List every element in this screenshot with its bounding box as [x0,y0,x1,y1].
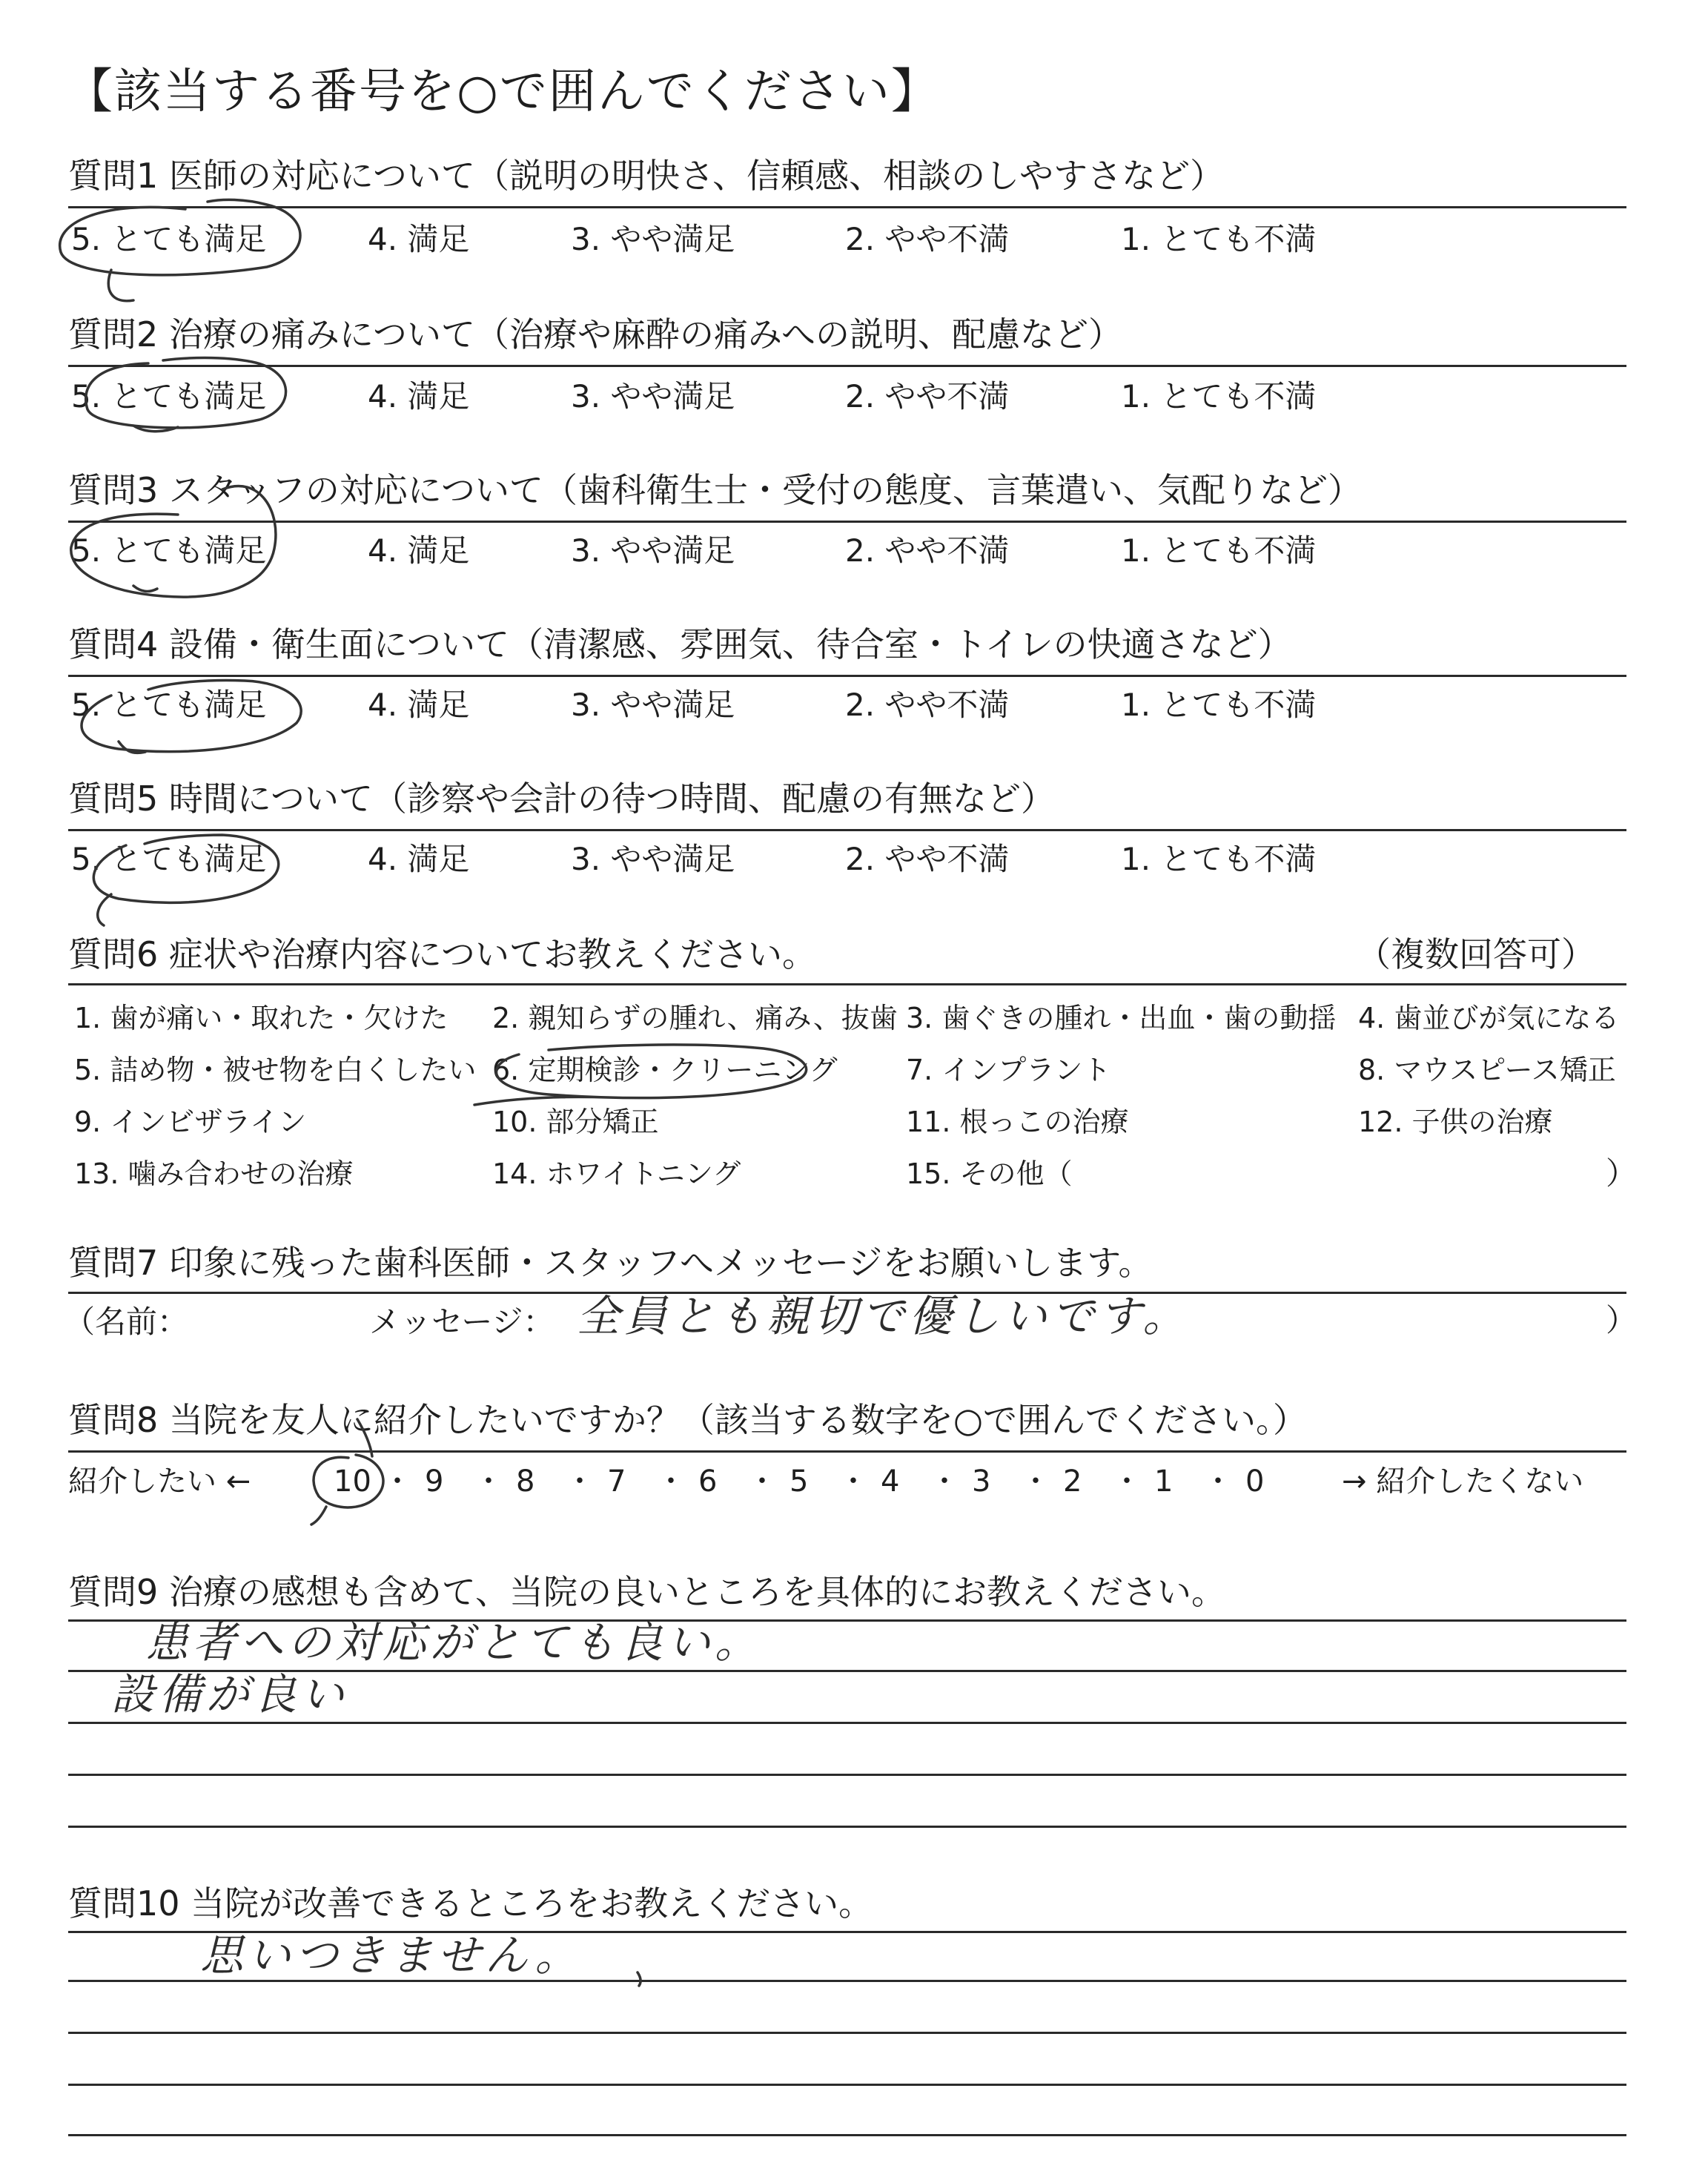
q8-scale-value-8[interactable]: 8 [516,1464,535,1499]
q8-scale-value-2[interactable]: 2 [1063,1464,1082,1499]
q3-option-3[interactable]: 3. やや満足 [571,532,735,569]
q3-title: 質問3 スタッフの対応について（歯科衛生士・受付の態度、言葉遣い、気配りなど） [68,470,1362,510]
q7-message-handwritten: 全員とも親切で優しいです。 [577,1291,1191,1341]
q9-answer-line-1: 患者への対応がとても良い。 [145,1617,763,1668]
q3-option-1[interactable]: 1. とても不満 [1121,532,1317,569]
q3-rule [68,521,1626,523]
q10-stray-mark [638,1972,640,1986]
q9-answer-line-2: 設備が良い [111,1669,349,1720]
q4-rule [68,675,1626,677]
q3-option-4[interactable]: 4. 満足 [368,532,470,569]
q2-option-4[interactable]: 4. 満足 [368,378,470,415]
q1-rule [68,206,1626,208]
q4-option-2[interactable]: 2. やや不満 [845,687,1010,723]
q6-item-14[interactable]: 14. ホワイトニング [492,1157,741,1190]
q8-scale-separator: ・ [930,1464,959,1499]
q8-rule [68,1450,1626,1453]
q10-answer-line-1: 思いつきません。 [200,1930,583,1981]
q8-right-label: → 紹介したくない [1342,1464,1584,1499]
q8-scale-separator: ・ [747,1464,777,1499]
q2-option-3[interactable]: 3. やや満足 [571,378,735,415]
q6-item-6[interactable]: 6. 定期検診・クリーニング [492,1054,838,1086]
q6-item-2[interactable]: 2. 親知らずの腫れ、痛み、抜歯 [492,1002,898,1034]
q1-option-1[interactable]: 1. とても不満 [1121,221,1317,257]
q10-title: 質問10 当院が改善できるところをお教えください。 [68,1883,873,1923]
q7-name-label: （名前： [64,1304,189,1340]
q8-scale-separator: ・ [838,1464,868,1499]
q9-rule-5 [68,1826,1626,1828]
q6-item-5[interactable]: 5. 詰め物・被せ物を白くしたい [74,1054,477,1086]
q7-message-label: メッセージ： [369,1304,555,1340]
q1-option-2[interactable]: 2. やや不満 [845,221,1010,257]
q3-option-2[interactable]: 2. やや不満 [845,532,1010,569]
q5-rule [68,829,1626,831]
q8-left-label: 紹介したい ← [68,1464,251,1499]
q3-option-5[interactable]: 5. とても満足 [71,532,267,569]
q8-scale-separator: ・ [565,1464,595,1499]
q5-option-1[interactable]: 1. とても不満 [1121,841,1317,877]
q6-item-12[interactable]: 12. 子供の治療 [1358,1106,1553,1138]
q6-item-8[interactable]: 8. マウスピース矯正 [1358,1054,1616,1086]
q8-scale-value-0[interactable]: 0 [1245,1464,1265,1499]
q4-option-1[interactable]: 1. とても不満 [1121,687,1317,723]
q10-rule-3 [68,2032,1626,2034]
q9-rule-3 [68,1722,1626,1724]
q8-scale-separator: ・ [383,1464,412,1499]
q2-option-1[interactable]: 1. とても不満 [1121,378,1317,415]
q8-scale-value-3[interactable]: 3 [972,1464,991,1499]
q8-scale-value-4[interactable]: 4 [881,1464,900,1499]
q6-close-paren: ） [1606,1155,1638,1192]
page-title: 【該当する番号を○で囲んでください】 [65,65,940,119]
q6-item-10[interactable]: 10. 部分矯正 [492,1106,659,1138]
q2-rule [68,365,1626,367]
q4-title: 質問4 設備・衛生面について（清潔感、雰囲気、待合室・トイレの快適さなど） [68,624,1292,664]
q1-option-3[interactable]: 3. やや満足 [571,221,735,257]
q6-item-1[interactable]: 1. 歯が痛い・取れた・欠けた [74,1002,448,1034]
q5-option-4[interactable]: 4. 満足 [368,841,470,877]
q6-title: 質問6 症状や治療内容についてお教えください。 [68,934,816,974]
q1-option-4[interactable]: 4. 満足 [368,221,470,257]
q6-item-3[interactable]: 3. 歯ぐきの腫れ・出血・歯の動揺 [906,1002,1337,1034]
q4-option-3[interactable]: 3. やや満足 [571,687,735,723]
q8-scale-separator: ・ [1021,1464,1050,1499]
q8-scale-value-6[interactable]: 6 [698,1464,718,1499]
q2-title: 質問2 治療の痛みについて（治療や麻酔の痛みへの説明、配慮など） [68,314,1123,354]
q4-option-4[interactable]: 4. 満足 [368,687,470,723]
q8-scale-value-10[interactable]: 10 [334,1464,371,1499]
q6-item-11[interactable]: 11. 根っこの治療 [906,1106,1129,1138]
q1-option-5[interactable]: 5. とても満足 [71,221,267,257]
q6-item-15[interactable]: 15. その他（ [906,1157,1073,1190]
q6-item-7[interactable]: 7. インプラント [906,1054,1111,1086]
q5-title: 質問5 時間について（診察や会計の待つ時間、配慮の有無など） [68,779,1055,819]
q5-option-3[interactable]: 3. やや満足 [571,841,735,877]
q9-title: 質問9 治療の感想も含めて、当院の良いところを具体的にお教えください。 [68,1572,1225,1612]
q8-scale-separator: ・ [474,1464,503,1499]
q7-title: 質問7 印象に残った歯科医師・スタッフへメッセージをお願いします。 [68,1243,1153,1283]
q8-title: 質問8 当院を友人に紹介したいですか？（該当する数字を○で囲んでください。） [68,1400,1308,1440]
q5-option-2[interactable]: 2. やや不満 [845,841,1010,877]
q6-note: （複数回答可） [1357,934,1595,974]
q2-option-5[interactable]: 5. とても満足 [71,378,267,415]
q8-scale-value-1[interactable]: 1 [1154,1464,1174,1499]
q6-item-13[interactable]: 13. 噛み合わせの治療 [74,1157,354,1190]
q6-rule [68,983,1626,985]
q10-rule-5 [68,2134,1626,2136]
q5-option-5[interactable]: 5. とても満足 [71,841,267,877]
q7-close-paren: ） [1606,1302,1638,1338]
q8-scale-separator: ・ [1203,1464,1233,1499]
q2-option-2[interactable]: 2. やや不満 [845,378,1010,415]
q8-scale-separator: ・ [1112,1464,1142,1499]
q6-item-9[interactable]: 9. インビザライン [74,1106,307,1138]
q10-rule-4 [68,2084,1626,2086]
q1-title: 質問1 医師の対応について（説明の明快さ、信頼感、相談のしやすさなど） [68,156,1225,196]
q4-option-5[interactable]: 5. とても満足 [71,687,267,723]
q8-scale-value-9[interactable]: 9 [425,1464,444,1499]
q8-scale-value-7[interactable]: 7 [607,1464,626,1499]
q9-rule-4 [68,1774,1626,1776]
q6-item-4[interactable]: 4. 歯並びが気になる [1358,1002,1620,1034]
q8-scale-value-5[interactable]: 5 [790,1464,809,1499]
q8-scale-separator: ・ [656,1464,686,1499]
